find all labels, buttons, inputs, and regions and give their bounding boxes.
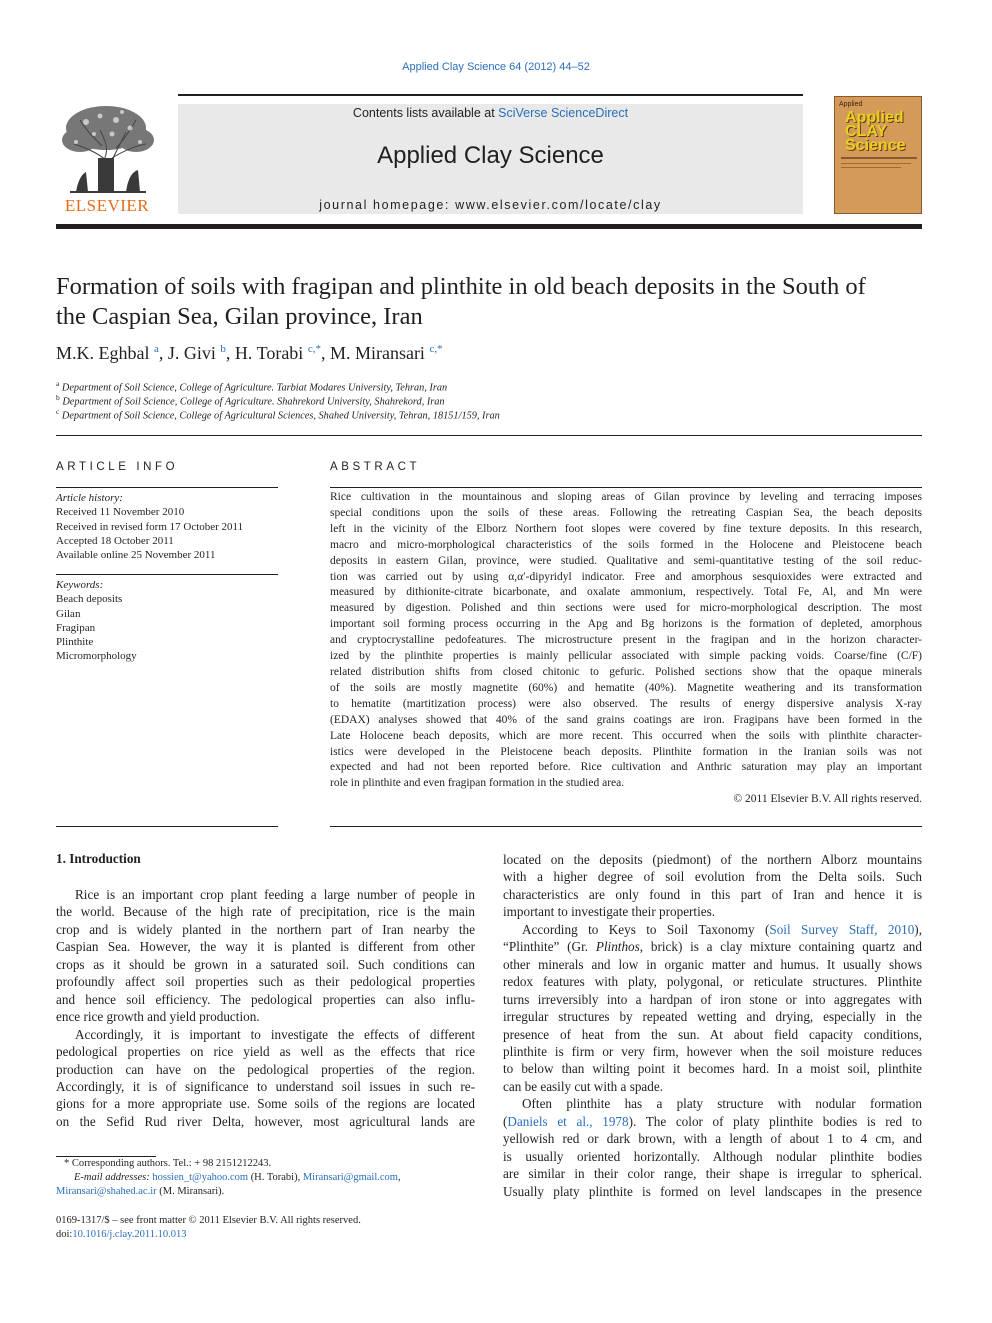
- cover-small-text: Applied: [839, 101, 863, 108]
- abstract-line: measured by dithionite-citrate bicarbonate, and oxalate ammonium, respectively. Total Fe, Al, and Mn were: [330, 586, 922, 599]
- affiliation-marker: c: [56, 407, 60, 416]
- title-line: the Caspian Sea, Gilan province, Iran: [56, 303, 423, 330]
- history-item: Received in revised form 17 October 2011: [56, 520, 244, 533]
- keyword: Beach deposits: [56, 593, 123, 606]
- italic-term: Plinthos: [595, 939, 640, 955]
- email-addresses: E-mail addresses: hossien_t@yahoo.com (H. Torabi), Miransari@gmail.com,: [74, 1172, 401, 1183]
- elsevier-wordmark: ELSEVIER: [64, 196, 150, 215]
- cover-line: [841, 167, 901, 168]
- body-line: characteristics are only found in this part of Iran and hence it is: [503, 886, 922, 902]
- email-link[interactable]: hossien_t@yahoo.com: [152, 1172, 249, 1183]
- article-title: [56, 272, 922, 332]
- email-link[interactable]: Miransari@shahed.ac.ir: [56, 1186, 157, 1197]
- article-info-heading: ARTICLE INFO: [56, 461, 179, 473]
- abstract-line: deposits in eastern Gilan, province, were studied. Qualitative and semi-quantitative testing of the soil reduc-: [330, 554, 922, 567]
- affiliation-text: Department of Soil Science, College of Agriculture. Shahrekord University, Shahrekord, Iran: [62, 396, 445, 408]
- abstract-line: expected and had not been reported before. Rice cultivation and Anthric saturation may play an important: [330, 761, 922, 774]
- body-line: According to Keys to Soil Taxonomy (Soil Survey Staff, 2010),: [522, 921, 922, 937]
- keywords-label: Keywords:: [56, 579, 104, 591]
- front-matter-note: 0169-1317/$ – see front matter © 2011 Elsevier B.V. All rights reserved.: [56, 1215, 361, 1226]
- abstract-line: Late Holocene beach deposits, which are more recent. This occurred when the soils with plinthite character-: [330, 729, 922, 742]
- contents-prefix: Contents lists available at: [352, 106, 499, 120]
- copyright-notice: © 2011 Elsevier B.V. All rights reserved.: [733, 793, 922, 806]
- body-right-column: [503, 851, 922, 1200]
- history-label: Article history:: [56, 492, 123, 504]
- sciencedirect-link[interactable]: SciVerse ScienceDirect: [498, 106, 629, 120]
- body-line: “Plinthite” (Gr. Plinthos, brick) is a clay mixture containing quartz and: [503, 939, 922, 955]
- abstract-line: ized by the plinthite properties is mainly pellicular associated with simple packing voids. Coarse/fine (C/F): [330, 650, 922, 663]
- body-line: turns irreversibly into a hardpan of iron stone or into aggregates with: [503, 991, 922, 1007]
- abstract-line: to hematite (martitization process) were also observed. The results of energy dispersive analysis X-ray: [330, 697, 922, 710]
- body-line: can be easily cut with a spade.: [503, 1078, 664, 1094]
- journal-homepage[interactable]: journal homepage: www.elsevier.com/locate/clay: [319, 198, 662, 212]
- body-line: is usually oriented horizontally. Although nodular plinthite bodies: [503, 1148, 922, 1164]
- contents-line: [178, 106, 803, 120]
- body-line: the world. Because of the high rate of precipitation, rice is the main: [56, 904, 475, 920]
- body-line: on the Sefid Rud river Delta, however, most agricultural lands are: [56, 1113, 475, 1129]
- body-line: Accordingly, it is important to investigate the effects of different: [75, 1026, 475, 1042]
- body-line: and hence soil efficiency. The pedological properties can also influ-: [56, 991, 475, 1007]
- body-line: crops as it should be grown in a saturated soil. Such conditions can: [56, 956, 475, 972]
- body-line: irregular structures by repeated wetting and drying, especially in the: [503, 1009, 922, 1025]
- author-affiliation-link[interactable]: c,*: [429, 343, 443, 355]
- keyword: Micromorphology: [56, 650, 137, 663]
- body-left-column: [56, 886, 475, 1130]
- keyword: Gilan: [56, 607, 81, 620]
- doi-line: [56, 1228, 186, 1243]
- history-item: Accepted 18 October 2011: [56, 534, 174, 547]
- keyword: Fragipan: [56, 621, 96, 634]
- abstract-line: special conditions upon the soils of these areas. Following the retreating Caspian Sea, the beach deposits: [330, 506, 922, 519]
- corresponding-author-note: * Corresponding authors. Tel.: + 98 2151212243.: [64, 1158, 272, 1169]
- body-line: gions for a more appropriate use. Some soils of the regions are located: [56, 1096, 475, 1112]
- email-addresses-cont: [56, 1185, 224, 1200]
- affiliation-marker: a: [56, 379, 60, 388]
- body-line: important to investigate their properties.: [503, 904, 716, 920]
- body-line: Often plinthite has a platy structure with nodular formation: [522, 1096, 922, 1112]
- journal-name: Applied Clay Science: [377, 142, 604, 169]
- body-line: to below than wilting point it becomes hard. In a moist soil, plinthite: [503, 1061, 922, 1077]
- abstract-line: important soil forming process occurring in the Apg and Bg horizons is the formation of depleted, amorphous: [330, 618, 922, 631]
- cover-title: Applied CLAY Science: [845, 109, 906, 154]
- email-link[interactable]: Miransari@gmail.com: [302, 1172, 398, 1183]
- email-label: E-mail addresses:: [74, 1172, 150, 1183]
- affiliation-text: Department of Soil Science, College of Agriculture. Tarbiat Modares University, Tehran, Iran: [61, 382, 448, 394]
- affiliation: [56, 405, 922, 423]
- abstract-line: measured by digestion. Polished and thin sections were used for micro-morphological description. The most: [330, 602, 922, 615]
- body-line: with a higher degree of soil evolution from the Delta soils. Such: [503, 869, 922, 885]
- divider: [56, 574, 278, 575]
- body-line: plinthite is firm or very firm, however when the soil moisture reduces: [503, 1043, 922, 1059]
- abstract-line: of the soils are mostly magnetite (60%) and hematite (40%). Magnetite weathering and its transformation: [330, 681, 922, 694]
- body-line: production can have on the pedological properties of the region.: [56, 1061, 475, 1077]
- abstract-line: macro and micro-morphological characteristics of the soils formed in the Holocene and Pleistocene beach: [330, 538, 922, 551]
- author-affiliation-link[interactable]: b: [220, 343, 226, 355]
- author-affiliation-link[interactable]: a: [154, 343, 159, 355]
- divider: [56, 826, 278, 827]
- divider: [330, 826, 922, 827]
- author-list: M.K. Eghbal $^a$, J. Givi $^b$, H. Torabi $^{c,*}$, M. Miransari $^{c,*}$: [56, 343, 443, 363]
- body-line: ence rice growth and yield production.: [56, 1009, 260, 1025]
- doi-link[interactable]: 10.1016/j.clay.2011.10.013: [72, 1229, 187, 1240]
- abstract-heading: ABSTRACT: [330, 461, 421, 473]
- author-name: M. Miransari: [329, 343, 425, 363]
- journal-reference[interactable]: Applied Clay Science 64 (2012) 44–52: [402, 61, 590, 73]
- divider: [330, 487, 922, 488]
- doi-label: doi:: [56, 1229, 73, 1240]
- citation-link[interactable]: Daniels et al., 1978: [507, 1113, 629, 1129]
- body-line: Accordingly, it is of significance to understand soil issues in such re-: [56, 1078, 475, 1094]
- affiliation-text: Department of Soil Science, College of Agricultural Sciences, Shahed University, Tehran, 18151/159, Iran: [61, 410, 500, 422]
- body-line: located on the deposits (piedmont) of the northern Alborz mountains: [503, 852, 922, 867]
- article-history: [56, 491, 243, 562]
- abstract-line: related distribution shifts from closed chitonic to gefuric. Polished sections show that the opaque minerals: [330, 665, 922, 678]
- abstract-body: [330, 490, 922, 808]
- email-owner: (M. Miransari).: [156, 1186, 225, 1197]
- body-line: Caspian Sea. However, the way it is planted is different from other: [56, 939, 475, 955]
- body-line: (Daniels et al., 1978). The color of platy plinthite bodies is red to: [503, 1113, 922, 1129]
- title-line: Formation of soils with fragipan and plinthite in old beach deposits in the South of: [56, 273, 866, 300]
- divider: [56, 487, 278, 488]
- history-item: Available online 25 November 2011: [56, 549, 216, 562]
- body-line: Rice is an important crop plant feeding a large number of people in: [75, 887, 475, 902]
- abstract-line: istics were developed in the Pleistocene beach deposits. Plinthite formation in the Iranian soils was not: [330, 745, 922, 758]
- body-line: Usually platy plinthite is formed on level landscapes in the presence: [503, 1183, 922, 1199]
- citation-link[interactable]: Soil Survey Staff, 2010: [769, 921, 915, 937]
- divider: [56, 435, 922, 436]
- history-item: Received 11 November 2010: [56, 506, 185, 519]
- header-top-rule: [178, 94, 803, 96]
- body-line: other minerals and low in organic matter and humus. It usually shows: [503, 956, 922, 972]
- abstract-line: and cryptocrystalline pedofeatures. The microstructure present in the fragipan and in the horizon character-: [330, 634, 922, 647]
- keyword: Plinthite: [56, 636, 94, 649]
- body-line: crop and is widely planted in the northern part of Iran nearby the: [56, 921, 475, 937]
- body-line: yellowish red or dark brown, with a length of about 1 to 4 cm, and: [503, 1131, 922, 1147]
- abstract-line: left in the vicinity of the Elborz Northern foot slopes were covered by fine texture deposits. In this research,: [330, 522, 922, 535]
- author-affiliation-link[interactable]: c,*: [307, 343, 321, 355]
- abstract-line: Rice cultivation in the mountainous and sloping areas of Gilan province by leveling and terracing imposes: [330, 491, 922, 503]
- header-thick-rule: [56, 224, 922, 229]
- email-owner: (H. Torabi),: [248, 1172, 303, 1183]
- journal-cover-thumbnail[interactable]: [834, 96, 922, 214]
- abstract-line: (EDAX) analyses showed that 40% of the sand grains coatings are iron. Fragipans have been formed in the: [330, 713, 922, 726]
- cover-rule: [841, 157, 917, 159]
- body-line: pedological properties on rice yield as well as the effects that rice: [56, 1044, 475, 1060]
- body-line: presence of heat from the sun. At about field capacity conditions,: [503, 1026, 922, 1042]
- author-name: J. Givi: [167, 343, 216, 363]
- keywords: [56, 578, 137, 664]
- author-name: M.K. Eghbal: [56, 343, 150, 363]
- abstract-line: role in plinthite and even fragipan formation in the studied area.: [330, 777, 625, 790]
- section-heading-introduction: 1. Introduction: [56, 851, 141, 866]
- abstract-line: tion was carried out by using α,α′-dipyridyl indicator. Free and amorphous sesquioxides were extracted and: [330, 570, 922, 583]
- affiliation-marker: b: [56, 393, 60, 402]
- cover-line: [841, 163, 911, 164]
- body-line: are similar in their color range, their shape is irregular to spherical.: [503, 1166, 922, 1182]
- body-line: redox features with platy, polygonal, or reticulate structures. Plinthite: [503, 974, 922, 990]
- body-line: profoundly affect soil properties such as their pedological properties: [56, 974, 475, 990]
- author-name: H. Torabi: [234, 343, 304, 363]
